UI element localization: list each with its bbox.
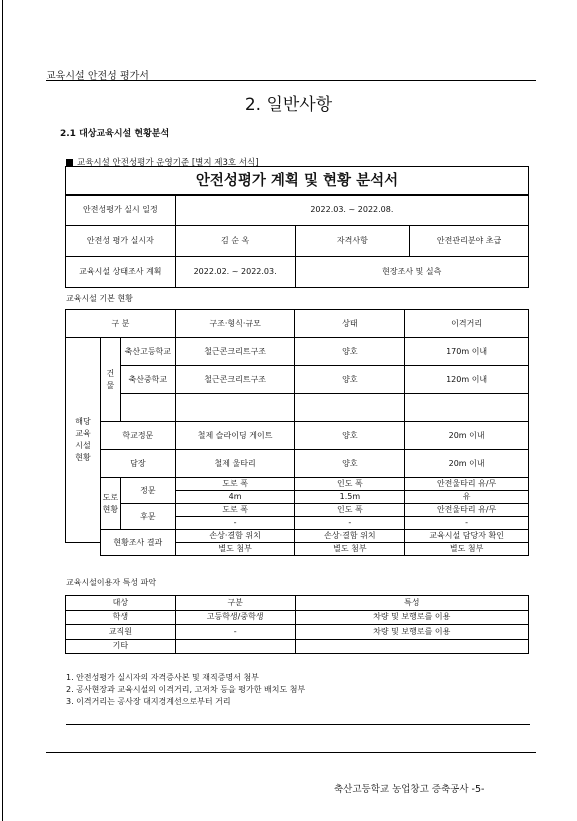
note-item: 3. 이격거리는 공사장 대지경계선으로부터 거리 [66, 697, 231, 706]
head-gubun: 구 분 [66, 310, 176, 338]
document-header: 교육시설 안전성 평가서 [46, 71, 149, 82]
road-label: 도로 현황 [100, 478, 120, 530]
building-status: 양호 [295, 366, 405, 394]
wall-status: 양호 [295, 450, 405, 478]
gate-status: 양호 [295, 422, 405, 450]
user-head: 대상 [66, 596, 176, 611]
evaluator-label: 안전성 평가 실시자 [66, 226, 176, 257]
period-label: 안전성평가 실시 일정 [66, 195, 176, 226]
building-status: 양호 [295, 338, 405, 366]
survey-result-label: 현황조사 결과 [100, 530, 175, 556]
gate-name: 학교정문 [100, 422, 175, 450]
survey-period: 2022.02. ~ 2022.03. [175, 257, 295, 288]
front-head: 안전울타리 유/무 [405, 478, 529, 491]
wall-distance: 20m 이내 [405, 450, 529, 478]
page-footer: 축산고등학교 농업창고 증축공사 -5- [334, 784, 485, 795]
user-cell [175, 639, 295, 654]
spacer-cell [66, 543, 101, 556]
section-heading: 2.1 대상교육시설 현황분석 [60, 129, 170, 139]
user-characteristics-label: 교육시설이용자 특성 파악 [66, 578, 157, 587]
form-title: 안전성평가 계획 및 현황 분석서 [66, 167, 529, 196]
user-table [65, 595, 529, 654]
user-head: 구분 [175, 596, 295, 611]
page-left-border [2, 0, 3, 821]
gate-distance: 20m 이내 [405, 422, 529, 450]
building-name [120, 394, 175, 422]
basic-status-label: 교육시설 기본 현황 [66, 294, 133, 303]
user-cell: 학생 [66, 610, 176, 625]
rear-gate-label: 후문 [120, 504, 175, 530]
building-distance [405, 394, 529, 422]
user-cell: 차량 및 보행로를 이용 [295, 625, 528, 640]
rear-value: - [295, 517, 405, 530]
footer-rule [46, 752, 536, 753]
result-value: 별도 첨부 [405, 543, 529, 556]
page-title: 2. 일반사항 [244, 95, 333, 115]
form-title-table [65, 166, 529, 196]
building-name: 축산고등학교 [120, 338, 175, 366]
evaluator-name: 김 순 옥 [175, 226, 295, 257]
rear-value: - [175, 517, 295, 530]
head-status: 상태 [295, 310, 405, 338]
user-cell: 차량 및 보행로를 이용 [295, 610, 528, 625]
head-distance: 이격거리 [405, 310, 529, 338]
front-value: 4m [175, 491, 295, 504]
front-value: 유 [405, 491, 529, 504]
rear-value: - [405, 517, 529, 530]
qualification-label: 자격사항 [295, 226, 410, 257]
survey-label: 교육시설 상태조사 계획 [66, 257, 176, 288]
user-head: 특성 [295, 596, 528, 611]
form-caption-text: 교육시설 안전성평가 운영기준 [별지 제3호 서식] [77, 158, 259, 168]
result-head: 교육시설 담당자 확인 [405, 530, 529, 543]
period-value: 2022.03. ~ 2022.08. [175, 195, 528, 226]
note-item: 1. 안전성평가 실시자의 자격증사본 및 재직증명서 첨부 [66, 673, 259, 682]
building-label: 건 물 [100, 338, 120, 422]
building-structure: 철근콘크리트구조 [175, 338, 295, 366]
basic-status-table [65, 309, 529, 556]
front-value: 1.5m [295, 491, 405, 504]
building-status [295, 394, 405, 422]
front-gate-label: 정문 [120, 478, 175, 504]
facility-side-label: 해당 교육 시설 현황 [66, 338, 101, 543]
rear-head: 도로 폭 [175, 504, 295, 517]
notes [66, 672, 305, 708]
wall-name: 담장 [100, 450, 175, 478]
gate-structure: 철제 슬라이딩 게이트 [175, 422, 295, 450]
building-distance: 120m 이내 [405, 366, 529, 394]
result-head: 손상·결함 위치 [295, 530, 405, 543]
plan-table [65, 194, 529, 288]
header-rule [46, 80, 536, 81]
user-cell: - [175, 625, 295, 640]
user-cell: 교직원 [66, 625, 176, 640]
rear-head: 안전울타리 유/무 [405, 504, 529, 517]
front-head: 도로 폭 [175, 478, 295, 491]
front-head: 인도 폭 [295, 478, 405, 491]
building-name: 축산중학교 [120, 366, 175, 394]
building-structure: 철근콘크리트구조 [175, 366, 295, 394]
result-value: 별도 첨부 [175, 543, 295, 556]
square-bullet-icon [66, 159, 73, 166]
result-value: 별도 첨부 [295, 543, 405, 556]
building-distance: 170m 이내 [405, 338, 529, 366]
notes-rule [66, 724, 530, 725]
head-structure: 구조·형식·규모 [175, 310, 295, 338]
wall-structure: 철제 울타리 [175, 450, 295, 478]
user-cell [295, 639, 528, 654]
user-cell: 기타 [66, 639, 176, 654]
note-item: 2. 공사현장과 교육시설의 이격거리, 고저차 등을 평가한 배치도 첨부 [66, 685, 306, 694]
user-cell: 고등학생/중학생 [175, 610, 295, 625]
building-structure [175, 394, 295, 422]
qualification-value: 안전관리분야 초급 [410, 226, 529, 257]
result-head: 손상·결함 위치 [175, 530, 295, 543]
survey-method: 현장조사 및 실측 [295, 257, 528, 288]
rear-head: 인도 폭 [295, 504, 405, 517]
